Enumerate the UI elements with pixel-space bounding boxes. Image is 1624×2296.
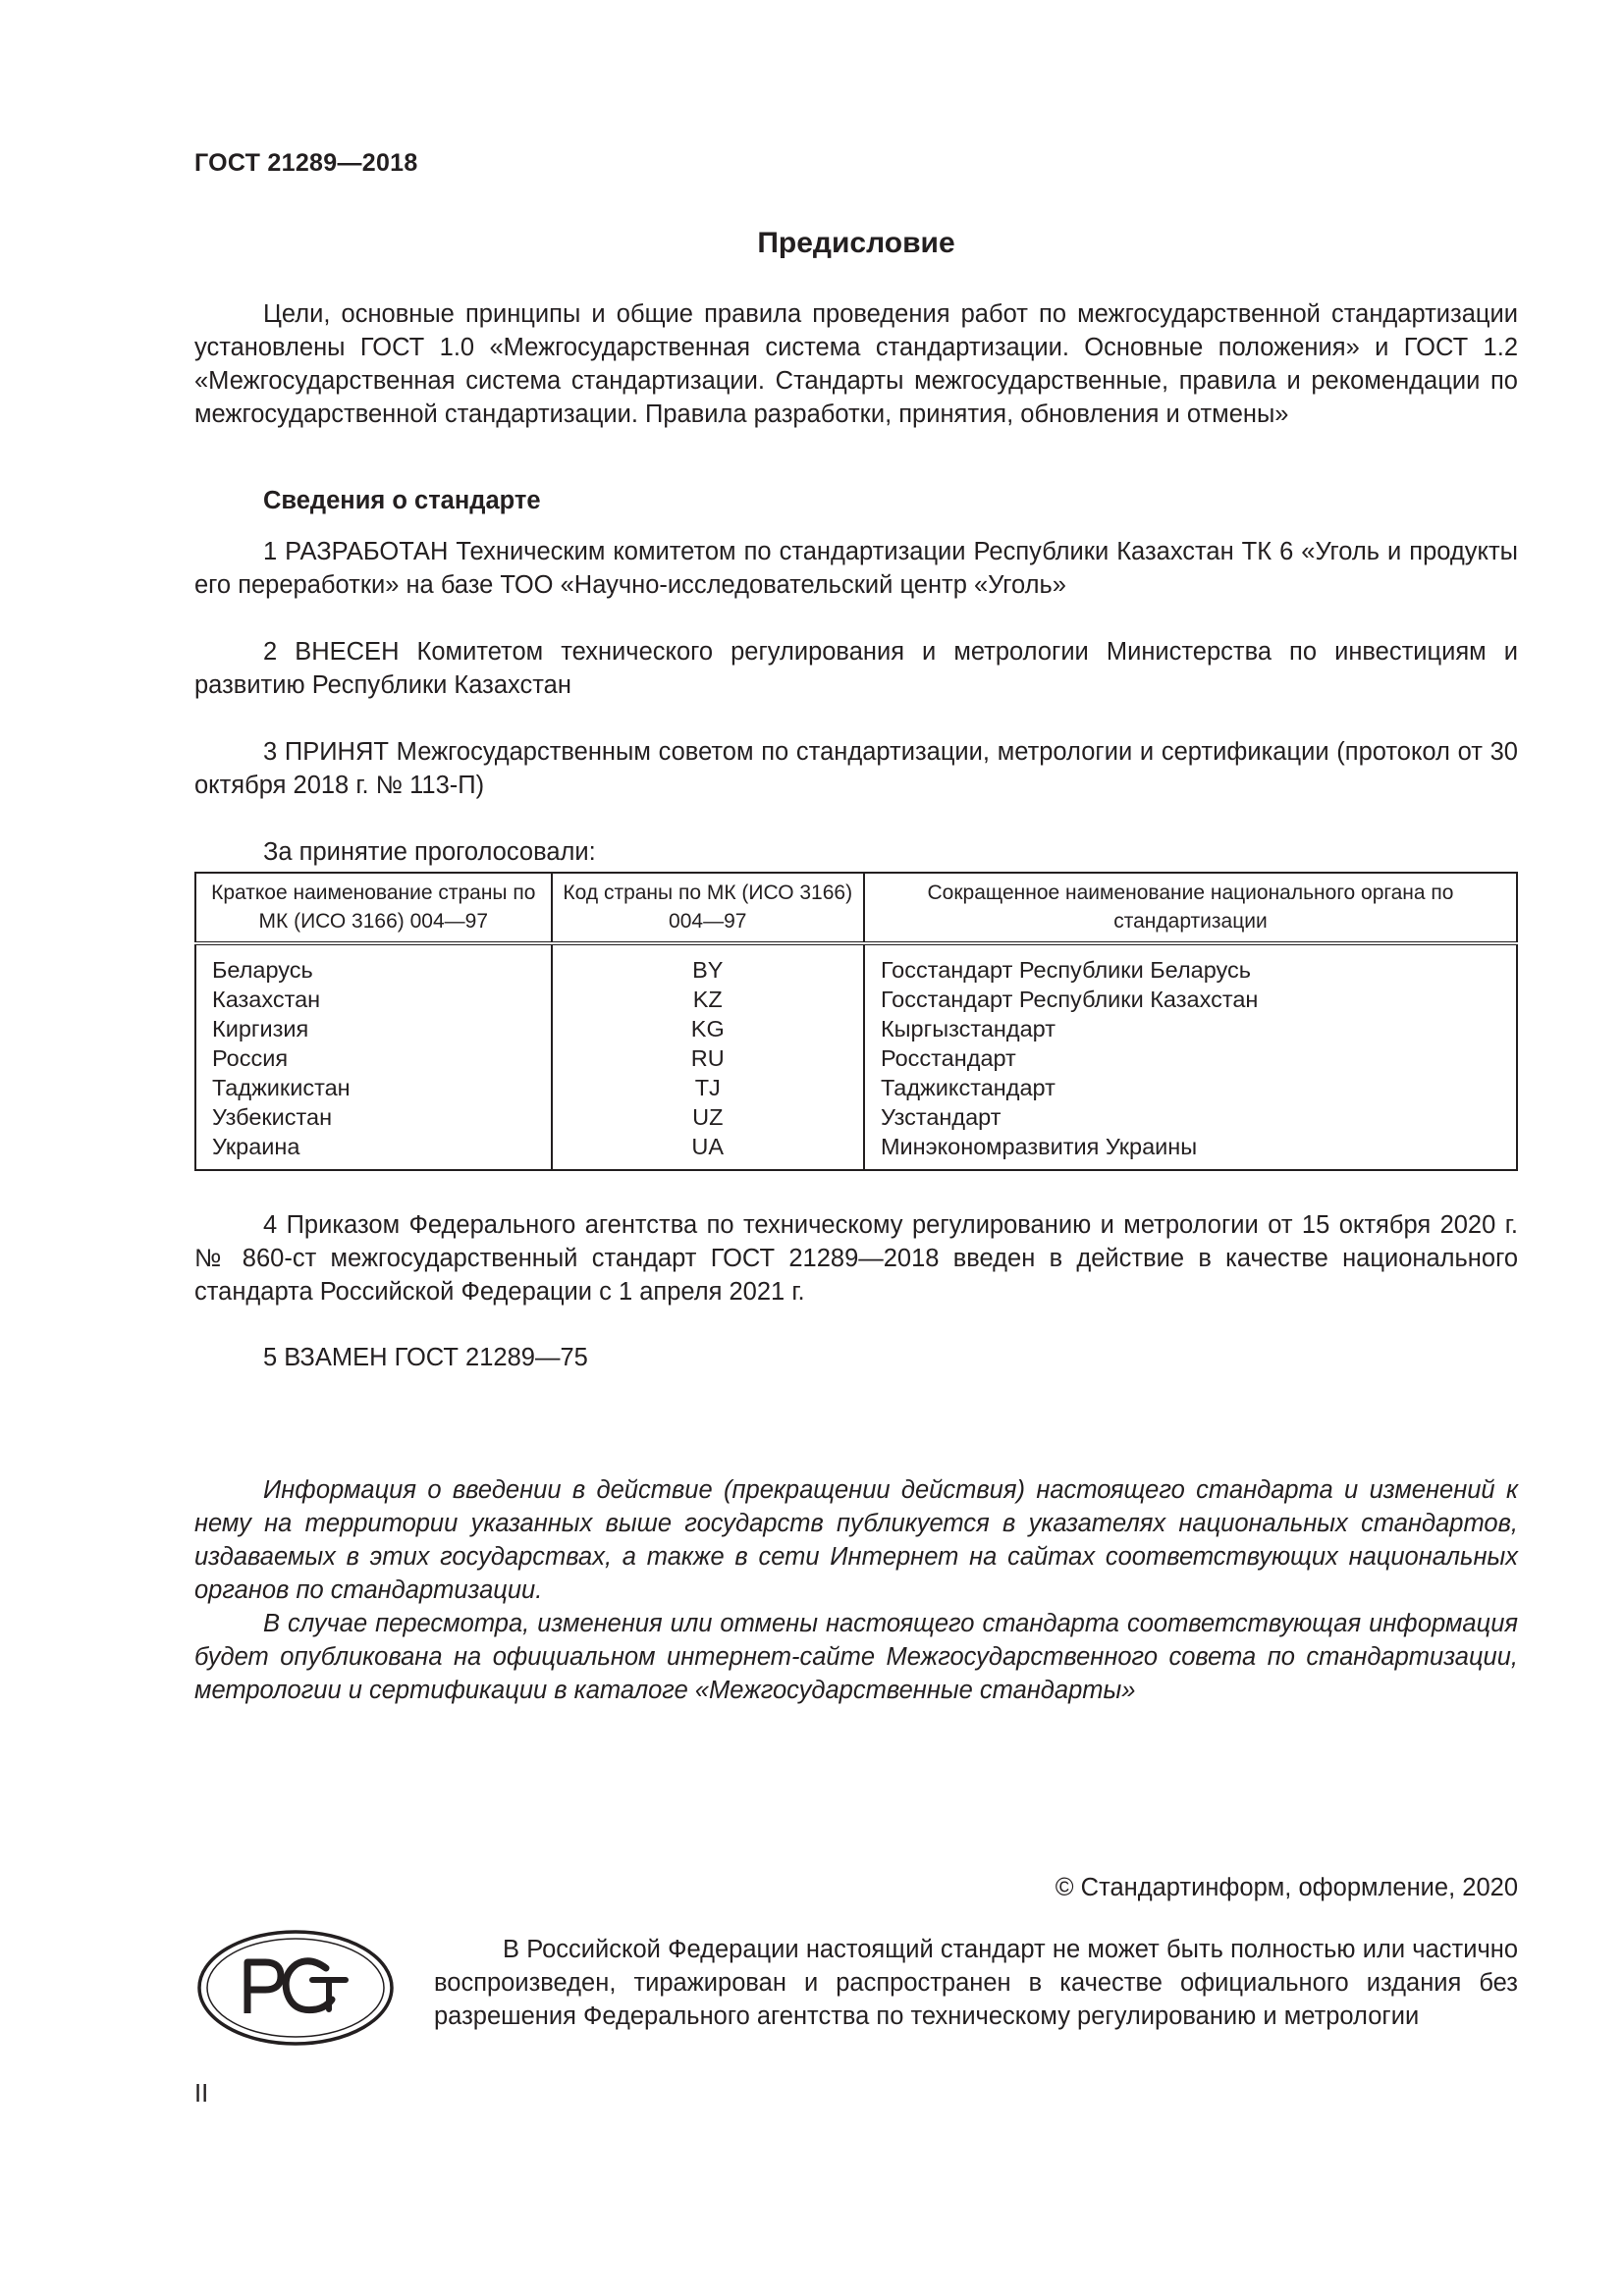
country-name: Киргизия <box>195 1014 552 1043</box>
item-5-text: 5 ВЗАМЕН ГОСТ 21289—75 <box>263 1344 588 1371</box>
standards-body: Госстандарт Республики Беларусь <box>864 943 1517 985</box>
country-name: Россия <box>195 1043 552 1073</box>
table-header-cell: Код страны по МК (ИСО 3166) 004—97 <box>552 873 864 943</box>
voting-table <box>194 872 1518 1171</box>
country-name: Беларусь <box>195 943 552 985</box>
country-code: BY <box>552 943 864 985</box>
table-row <box>195 943 1517 985</box>
document-page <box>194 0 1518 2296</box>
intro-text: Цели, основные принципы и общие правила проведения работ по межгосударственной стандартизации установлены ГОСТ 1.0 «Межгосударственная система стандартизации. Основные положения» и ГОСТ 1.2 «Межгосударственная система стандартизации. Стандарты межгосударственные, правила и рекомендации по межгосударственной стандартизации. Правила разработки, принятия, обновления и отмены» <box>194 300 1518 428</box>
standards-body: Минэкономразвития Украины <box>864 1132 1517 1170</box>
item-2-text: 2 ВНЕСЕН Комитетом технического регулирования и метрологии Министерства по инвестициям и развитию Республики Казахстан <box>194 638 1518 699</box>
table-row <box>195 1132 1517 1170</box>
table-row <box>195 1102 1517 1132</box>
item-4 <box>194 1208 1518 1308</box>
country-name: Казахстан <box>195 985 552 1014</box>
intro-paragraph <box>194 297 1518 431</box>
item-1-text: 1 РАЗРАБОТАН Техническим комитетом по стандартизации Республики Казахстан ТК 6 «Уголь и продукты его переработки» на базе ТОО «Научно-исследовательский центр «Уголь» <box>194 538 1518 599</box>
table-header-cell: Краткое наименование страны по МК (ИСО 3166) 004—97 <box>195 873 552 943</box>
pct-certification-logo <box>196 1929 395 2047</box>
notice-paragraph-1 <box>194 1473 1518 1607</box>
item-1 <box>194 535 1518 602</box>
table-row <box>195 985 1517 1014</box>
item-3 <box>194 735 1518 802</box>
standards-body: Кыргызстандарт <box>864 1014 1517 1043</box>
country-name: Таджикистан <box>195 1073 552 1102</box>
country-code: UZ <box>552 1102 864 1132</box>
document-header: ГОСТ 21289—2018 <box>194 149 418 177</box>
table-row <box>195 1043 1517 1073</box>
copyright-line: © Стандартинформ, оформление, 2020 <box>1055 1874 1518 1901</box>
notice-2-text: В случае пересмотра, изменения или отмены настоящего стандарта соответствующая информация будет опубликована на официальном интернет-сайте Межгосударственного совета по стандартизации, метрологии и сертификации в каталоге «Межгосударственные стандарты» <box>194 1610 1518 1704</box>
rights-notice <box>434 1933 1518 2033</box>
table-row <box>195 1014 1517 1043</box>
standards-body: Узстандарт <box>864 1102 1517 1132</box>
country-code: KZ <box>552 985 864 1014</box>
country-code: KG <box>552 1014 864 1043</box>
country-code: UA <box>552 1132 864 1170</box>
item-3-text: 3 ПРИНЯТ Межгосударственным советом по стандартизации, метрологии и сертификации (протокол от 30 октября 2018 г. № 113-П) <box>194 738 1518 799</box>
voted-label: За принятие проголосовали: <box>263 838 596 866</box>
country-name: Узбекистан <box>195 1102 552 1132</box>
rights-text: В Российской Федерации настоящий стандарт не может быть полностью или частично воспроизведен, тиражирован и распространен в качестве официального издания без разрешения Федерального агентства по техническому регулированию и метрологии <box>434 1936 1518 2030</box>
item-2 <box>194 635 1518 702</box>
country-code: TJ <box>552 1073 864 1102</box>
standards-body: Росстандарт <box>864 1043 1517 1073</box>
standards-body: Таджикстандарт <box>864 1073 1517 1102</box>
page-title: Предисловие <box>757 227 955 259</box>
item-5 <box>194 1341 1518 1374</box>
notice-1-text: Информация о введении в действие (прекращении действия) настоящего стандарта и изменений к нему на территории указанных выше государств публикуется в указателях национальных стандартов, издаваемых в этих государствах, а также в сети Интернет на сайтах соответствующих национальных органов по стандартизации. <box>194 1476 1518 1604</box>
country-name: Украина <box>195 1132 552 1170</box>
standards-body: Госстандарт Республики Казахстан <box>864 985 1517 1014</box>
item-4-text: 4 Приказом Федерального агентства по техническому регулированию и метрологии от 15 октября 2020 г. № 860-ст межгосударственный стандарт ГОСТ 21289—2018 введен в действие в качестве национального стандарта Российской Федерации с 1 апреля 2021 г. <box>194 1211 1518 1306</box>
notice-paragraph-2 <box>194 1607 1518 1707</box>
country-code: RU <box>552 1043 864 1073</box>
table-row <box>195 1073 1517 1102</box>
table-header-cell: Сокращенное наименование национального органа по стандартизации <box>864 873 1517 943</box>
table-header-row <box>195 873 1517 943</box>
page-number: II <box>194 2080 209 2108</box>
info-heading: Сведения о стандарте <box>263 487 541 514</box>
